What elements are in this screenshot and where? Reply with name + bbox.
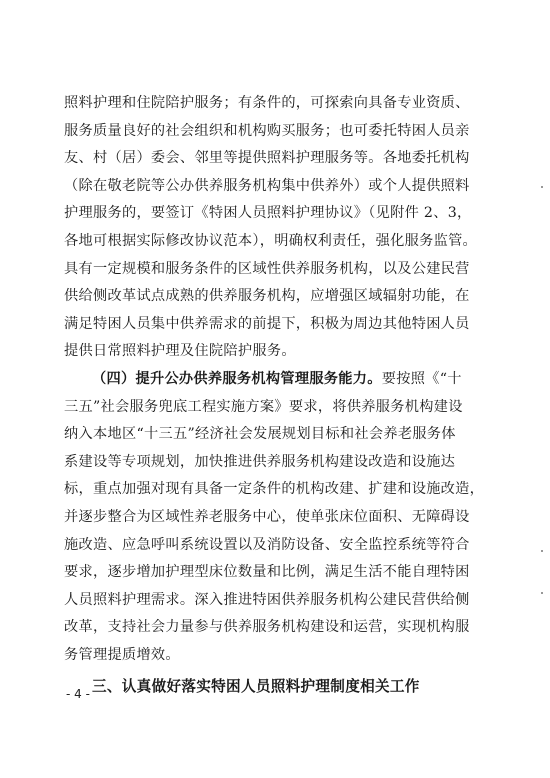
text-line: 改革，支持社会力量参与供养服务机构建设和运营，实现机构服 bbox=[64, 619, 470, 636]
text-line: 服务质量良好的社会组织和机构购买服务；也可委托特困人员亲 bbox=[64, 122, 470, 139]
text-line: 具有一定规模和服务条件的区域性供养服务机构，以及公建民营 bbox=[64, 260, 470, 277]
scan-mark bbox=[541, 550, 543, 552]
lead-text: 要按照《“十 bbox=[381, 370, 462, 387]
section-heading: 三、认真做好落实特困人员照料护理制度相关工作 bbox=[92, 678, 420, 696]
text-line: 人员照料护理需求。深入推进特困供养服务机构公建民营供给侧 bbox=[64, 591, 470, 608]
scan-mark bbox=[541, 186, 543, 188]
text-line: 并逐步整合为区域性养老服务中心，使单张床位面积、无障碍设 bbox=[64, 508, 470, 525]
text-line: 友、村（居）委会、邻里等提供照料护理服务等。各地委托机构 bbox=[64, 150, 470, 167]
text-line: 提供日常照料护理及住院陪护服务。 bbox=[64, 343, 296, 360]
text-line: 施改造、应急呼叫系统设置以及消防设备、安全监控系统等符合 bbox=[64, 536, 470, 553]
text-line: 各地可根据实际修改协议范本），明确权利责任，强化服务监管。 bbox=[64, 232, 478, 249]
text-line: 纳入本地区“十三五”经济社会发展规划目标和社会养老服务体 bbox=[64, 426, 456, 443]
subsection-heading: （四）提升公办供养服务机构管理服务能力。 bbox=[92, 370, 382, 387]
text-line: 要求，逐步增加护理型床位数量和比例，满足生活不能自理特困 bbox=[64, 564, 470, 581]
page-number: - 4 - bbox=[66, 687, 90, 701]
text-line: （除在敬老院等公办供养服务机构集中供养外）或个人提供照料 bbox=[64, 177, 470, 194]
scan-mark bbox=[541, 592, 543, 594]
paragraph-2 bbox=[64, 366, 494, 670]
text-line: 照料护理和住院陪护服务；有条件的，可探索向具备专业资质、 bbox=[64, 95, 470, 111]
paragraph-1 bbox=[64, 90, 494, 366]
text-line: 供给侧改革试点成熟的供养服务机构，应增强区域辐射功能，在 bbox=[64, 288, 470, 305]
text-line: 满足特困人员集中供养需求的前提下，积极为周边其他特困人员 bbox=[64, 315, 470, 332]
text-line: 务管理提质增效。 bbox=[64, 646, 180, 663]
text-line: 标，重点加强对现有具备一定条件的机构改建、扩建和设施改造， bbox=[64, 481, 485, 498]
text-line: 护理服务的，要签订《特困人员照料护理协议》（见附件 2、3， bbox=[64, 205, 472, 222]
text-line: 系建设等专项规划，加快推进供养服务机构建设改造和设施达 bbox=[64, 453, 456, 470]
paragraph-lead-line bbox=[64, 366, 494, 394]
body-text bbox=[64, 90, 494, 701]
text-line: 三五”社会服务兜底工程实施方案》要求，将供养服务机构建设 bbox=[64, 398, 463, 415]
